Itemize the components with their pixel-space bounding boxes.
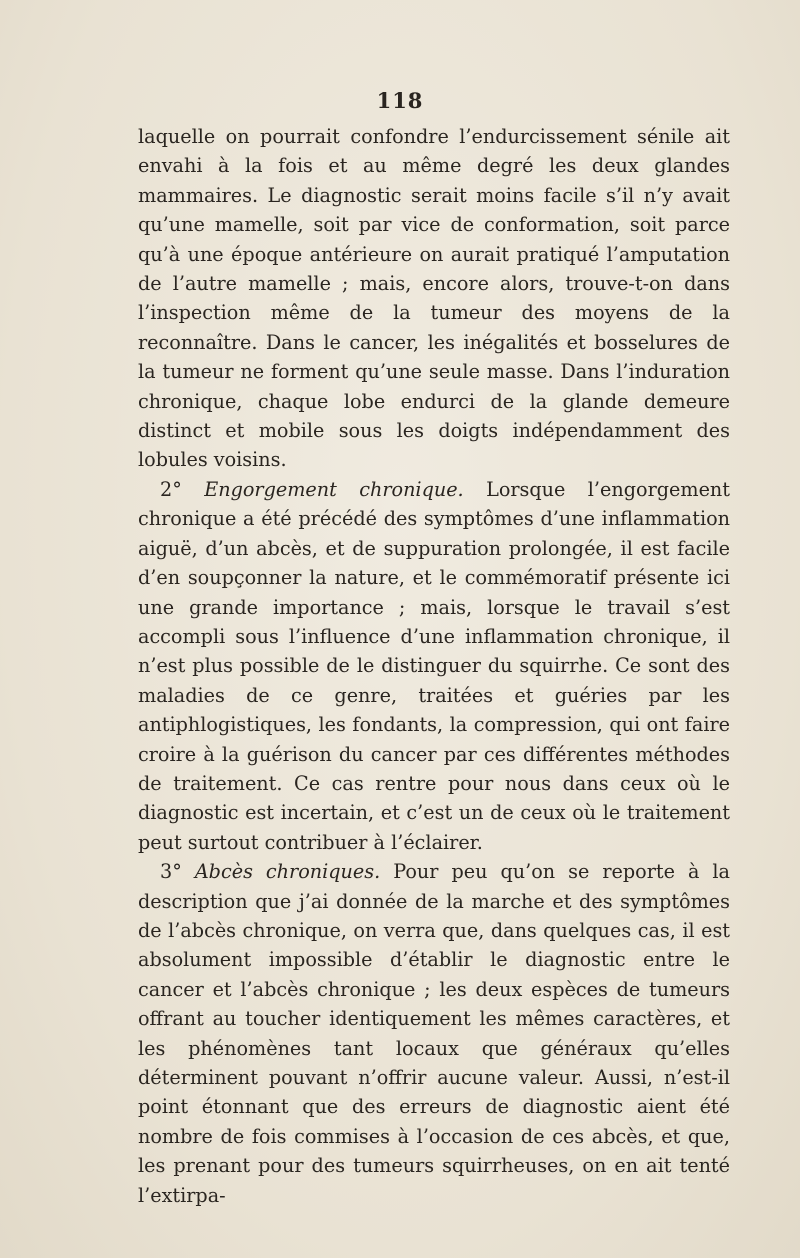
section-heading: Abcès chroniques. bbox=[194, 860, 381, 884]
paragraph-3-text: Pour peu qu’on se reporte à la description que j’ai donnée de la marche et des symptômes de l’abcès chronique, on verra que, dans quelques cas, il est absolument impossible d’établir le diagnostic entre le cancer et l’abcès chronique ; les deux espèces de tumeurs offrant au toucher identiquement les mêmes caractères, et les phénomènes tant locaux que généraux qu’elles déterminent pouvant n’offrir aucune valeur. Aussi, n’est-il point étonnant que des erreurs de diagnostic aient été nombre de fois commises à l’occasion de ces abcès, et que, les prenant pour des tumeurs squirrheuses, on en ait tenté l’extirpa- bbox=[138, 860, 730, 1207]
paragraph-continuation bbox=[138, 122, 730, 475]
section-number: 3° bbox=[160, 860, 182, 884]
paragraph-2-text: Lorsque l’engorgement chronique a été précédé des symptômes d’une inflammation aiguë, d’un abcès, et de suppuration prolongée, il est facile d’en soupçonner la nature, et le commémoratif présente ici une grande importance ; mais, lorsque le travail s’est accompli sous l’influence d’une inflammation chronique, il n’est plus possible de le distinguer du squirrhe. Ce sont des maladies de ce genre, traitées et guéries par les antiphlogistiques, les fondants, la compression, qui ont faire croire à la guérison du cancer par ces différentes méthodes de traitement. Ce cas rentre pour nous dans ceux où le diagnostic est incertain, et c’est un de ceux où le traitement peut surtout contribuer à l’éclairer. bbox=[138, 477, 730, 854]
paragraph-abces bbox=[138, 857, 730, 1210]
section-heading: Engorgement chronique. bbox=[204, 477, 464, 501]
body-text bbox=[138, 122, 730, 1210]
paragraph-1-text: laquelle on pourrait confondre l’endurcissement sénile ait envahi à la fois et au même degré les deux glandes mammaires. Le diagnostic serait moins facile s’il n’y avait qu’une mamelle, soit par vice de conformation, soit parce qu’à une époque antérieure on aurait pratiqué l’amputation de l’autre mamelle ; mais, encore alors, trouve-t-on dans l’inspection même de la tumeur des moyens de la reconnaître. Dans le cancer, les inégalités et bosselures de la tumeur ne forment qu’une seule masse. Dans l’induration chronique, chaque lobe endurci de la glande demeure distinct et mobile sous les doigts indépendamment des lobules voisins. bbox=[138, 125, 730, 472]
section-number: 2° bbox=[160, 477, 182, 501]
paragraph-engorgement bbox=[138, 475, 730, 857]
page-number: 118 bbox=[376, 88, 424, 113]
